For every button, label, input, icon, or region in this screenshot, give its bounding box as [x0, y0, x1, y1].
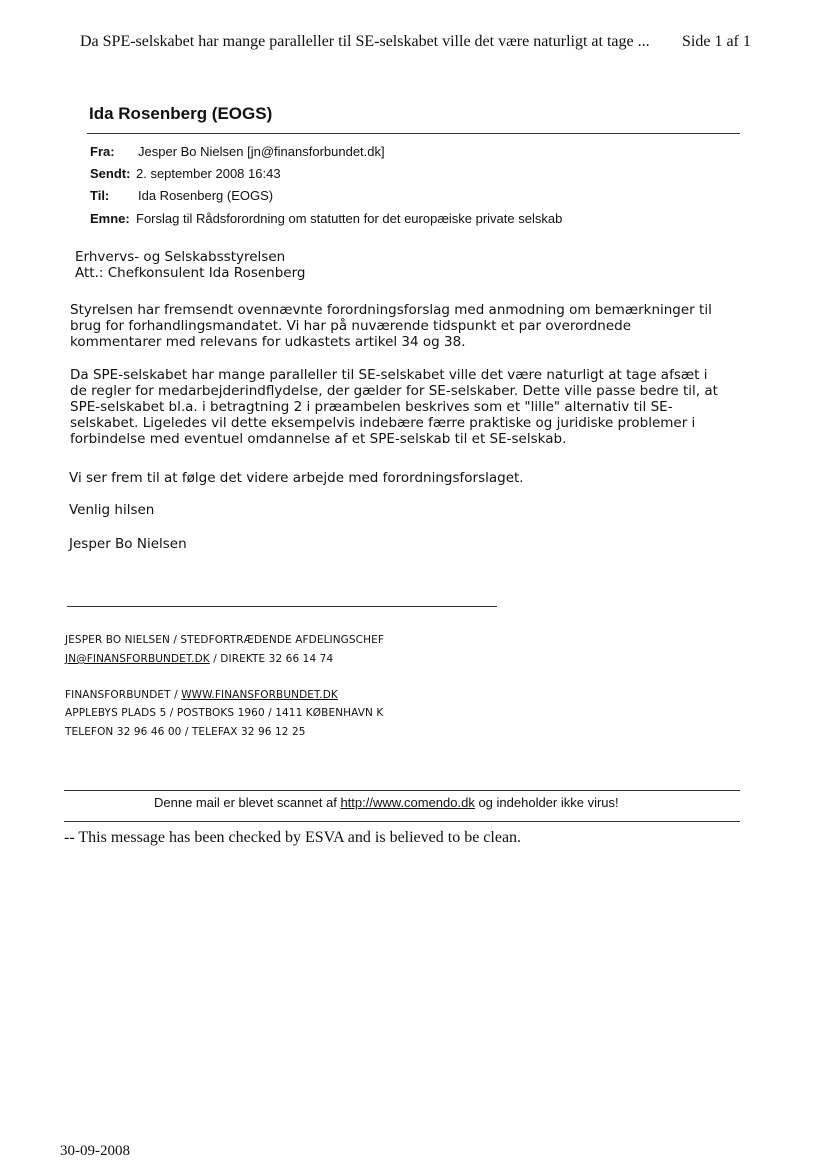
to-row [90, 188, 273, 203]
signature-org-name: FINANSFORBUNDET / [65, 689, 182, 701]
signature-address: APPLEBYS PLADS 5 / POSTBOKS 1960 / 1411 KØBENHAVN K [65, 707, 384, 719]
signature-org [65, 689, 338, 701]
header-divider [87, 133, 740, 134]
scan-note-top-divider [64, 790, 740, 791]
scan-note-prefix: Denne mail er blevet scannet af [154, 795, 341, 810]
print-header-title: Da SPE-selskabet har mange paralleller til SE-selskabet ville det være naturligt at tage ... [80, 33, 650, 50]
subject-value: Forslag til Rådsforordning om statutten for det europæiske private selskab [136, 211, 563, 226]
sender-name: Jesper Bo Nielsen [69, 536, 187, 552]
signature-divider [67, 606, 497, 607]
body-paragraph-1: Styrelsen har fremsendt ovennævnte forordningsforslag med anmodning om bemærkninger til brug for forhandlingsmandatet. Vi har på nuværende tidspunkt et par overordnede kommentarer med relevans for udkastets artikel 34 og 38. [70, 302, 712, 350]
signature-email-link[interactable]: JN@FINANSFORBUNDET.DK [65, 653, 210, 665]
closing: Venlig hilsen [69, 502, 155, 518]
signature-name-title: JESPER BO NIELSEN / STEDFORTRÆDENDE AFDELINGSCHEF [65, 634, 384, 646]
to-value: Ida Rosenberg (EOGS) [138, 188, 274, 203]
virus-scan-note [154, 795, 619, 810]
from-label: Fra: [90, 144, 115, 159]
subject-row [90, 211, 562, 226]
signature-web-link[interactable]: WWW.FINANSFORBUNDET.DK [181, 689, 338, 701]
to-label: Til: [90, 188, 110, 203]
print-page-number: Side 1 af 1 [682, 33, 751, 50]
esva-note: -- This message has been checked by ESVA and is believed to be clean. [64, 829, 522, 846]
signature-contact [65, 653, 333, 665]
sent-label: Sendt: [90, 166, 131, 181]
signature-phone: TELEFON 32 96 46 00 / TELEFAX 32 96 12 25 [65, 726, 306, 738]
sent-row [90, 166, 281, 181]
mailbox-owner: Ida Rosenberg (EOGS) [89, 104, 273, 123]
from-value: Jesper Bo Nielsen [jn@finansforbundet.dk] [138, 144, 385, 159]
sent-value: 2. september 2008 16:43 [136, 166, 281, 181]
scan-note-suffix: og indeholder ikke virus! [474, 795, 619, 810]
recipient-address: Erhvervs- og Selskabsstyrelsen Att.: Chefkonsulent Ida Rosenberg [75, 249, 306, 281]
print-date: 30-09-2008 [60, 1143, 130, 1159]
subject-label: Emne: [90, 211, 130, 226]
scan-note-bottom-divider [64, 821, 740, 822]
signature-direct-phone: / DIREKTE 32 66 14 74 [209, 653, 334, 665]
comendo-link[interactable]: http://www.comendo.dk [340, 795, 475, 810]
from-row [90, 144, 385, 159]
body-paragraph-2: Da SPE-selskabet har mange paralleller til SE-selskabet ville det være naturligt at tage afsæt i de regler for medarbejderindflydelse, der gælder for SE-selskaber. Dette ville passe bedre til, at SPE-selskabet bl.a. i betragtning 2 i præambelen beskrives som et "lille" alternativ til SE- selskabet. Ligeledes vil dette eksempelvis indebære færre praktiske og juridiske problemer i forbindelse med eventuel omdannelse af et SPE-selskab til et SE-selskab. [70, 367, 718, 447]
body-paragraph-3: Vi ser frem til at følge det videre arbejde med forordningsforslaget. [69, 470, 524, 486]
